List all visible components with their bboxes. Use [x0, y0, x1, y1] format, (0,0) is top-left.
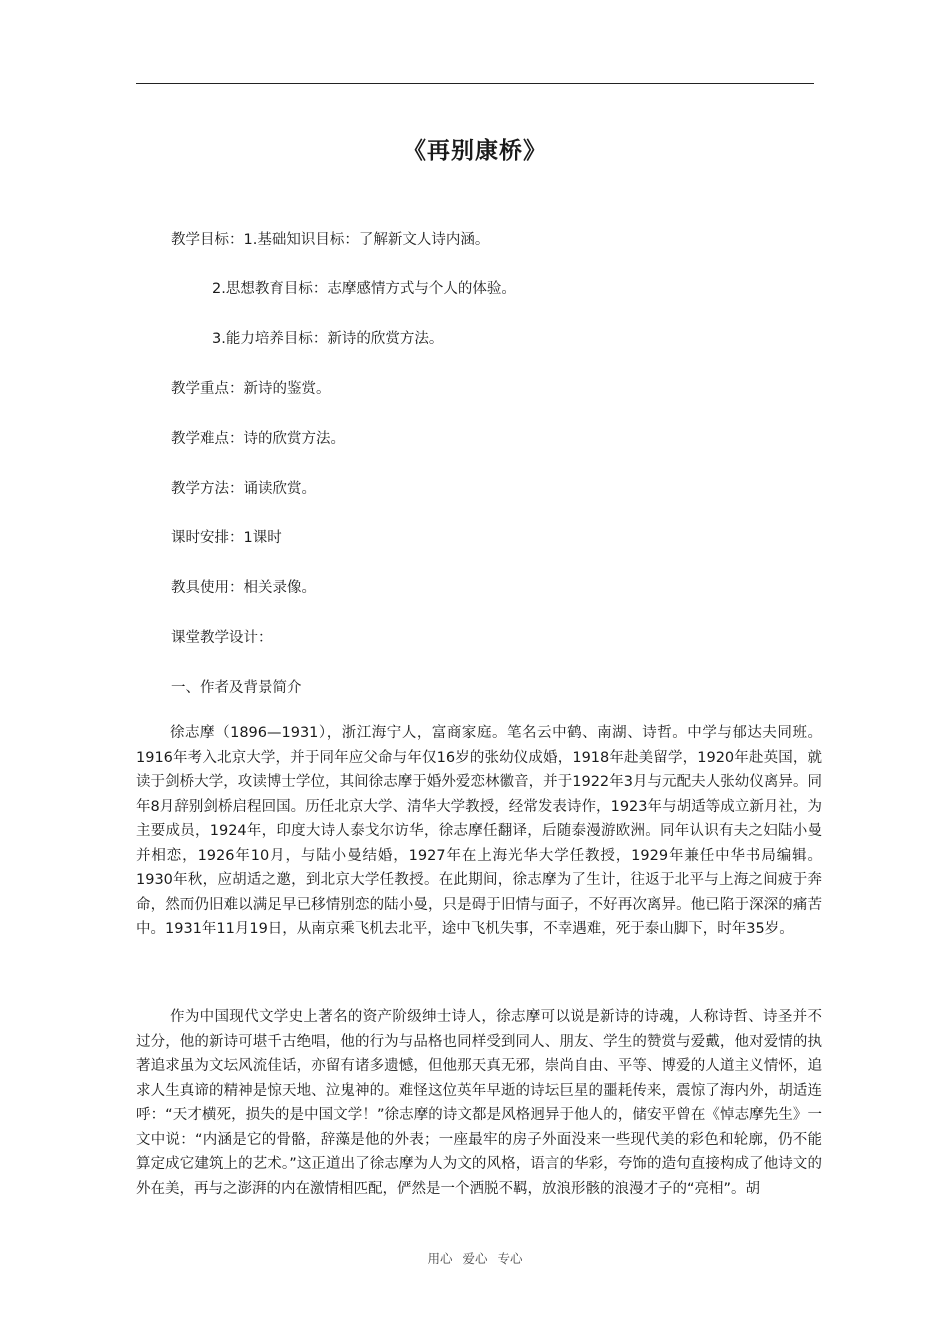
- class-schedule: 课时安排：1课时: [171, 530, 282, 546]
- page-footer: 用心 爱心 专心: [427, 1251, 523, 1266]
- header-rule: [136, 83, 814, 84]
- document-title: 《再别康桥》: [403, 138, 547, 164]
- teaching-difficulty: 教学难点：诗的欣赏方法。: [171, 431, 345, 447]
- teaching-goal-1: 教学目标：1.基础知识目标：了解新文人诗内涵。: [171, 232, 490, 248]
- classroom-design: 课堂教学设计：: [171, 630, 273, 646]
- teaching-tools: 教具使用：相关录像。: [171, 580, 316, 596]
- teaching-goal-3: 3.能力培养目标：新诗的欣赏方法。: [212, 331, 444, 347]
- teaching-goal-2: 2.思想教育目标：志摩感情方式与个人的体验。: [212, 281, 516, 297]
- commentary-paragraph: 作为中国现代文学史上著名的资产阶级绅士诗人，徐志摩可以说是新诗的诗魂，人称诗哲、诗圣并不过分，他的新诗可堪千古绝唱，他的行为与品格也同样受到同人、朋友、学生的赞赏与爱戴，他对爱情的执著追求虽为文坛风流佳话，亦留有诸多遗憾，但他那天真无邪，崇尚自由、平等、博爱的人道主义情怀，追求人生真谛的精神是惊天地、泣鬼神的。难怪这位英年早逝的诗坛巨星的噩耗传来，震惊了海内外，胡适连呼：“天才横死，损失的是中国文学！”徐志摩的诗文都是风格迥异于他人的，储安平曾在《悼志摩先生》一文中说：“内涵是它的骨骼，辞藻是他的外表；一座最牢的房子外面没来一些现代美的彩色和轮廓，仍不能算定成它建筑上的艺术。”这正道出了徐志摩为人为文的风格，语言的华彩，夸饰的造句直接构成了他诗文的外在美，再与之澎湃的内在激情相匹配，俨然是一个洒脱不羁，放浪形骸的浪漫才子的“亮相”。胡: [136, 1009, 822, 1197]
- teaching-method: 教学方法：诵读欣赏。: [171, 481, 316, 497]
- teaching-focus: 教学重点：新诗的鉴赏。: [171, 381, 331, 397]
- section-heading: 一、作者及背景简介: [171, 680, 302, 696]
- biography-paragraph: 徐志摩（1896—1931），浙江海宁人，富商家庭。笔名云中鹤、南湖、诗哲。中学与郁达夫同班。1916年考入北京大学，并于同年应父命与年仅16岁的张幼仪成婚，1918年赴美留学，1920年赴英国，就读于剑桥大学，攻读博士学位，其间徐志摩于婚外爱恋林徽音，并于1922年3月与元配夫人张幼仪离异。同年8月辞别剑桥启程回国。历任北京大学、清华大学教授，经常发表诗作，1923年与胡适等成立新月社，为主要成员，1924年，印度大诗人泰戈尔访华，徐志摩任翻译，后随泰漫游欧洲。同年认识有夫之妇陆小曼并相恋，1926年10月，与陆小曼结婚，1927年在上海光华大学任教授，1929年兼任中华书局编辑。1930年秋，应胡适之邀，到北京大学任教授。在此期间，徐志摩为了生计，往返于北平与上海之间疲于奔命，然而仍旧难以满足早已移情别恋的陆小曼，只是碍于旧情与面子，不好再次离异。他已陷于深深的痛苦中。1931年11月19日，从南京乘飞机去北平，途中飞机失事，不幸遇难，死于泰山脚下，时年35岁。: [136, 725, 822, 937]
